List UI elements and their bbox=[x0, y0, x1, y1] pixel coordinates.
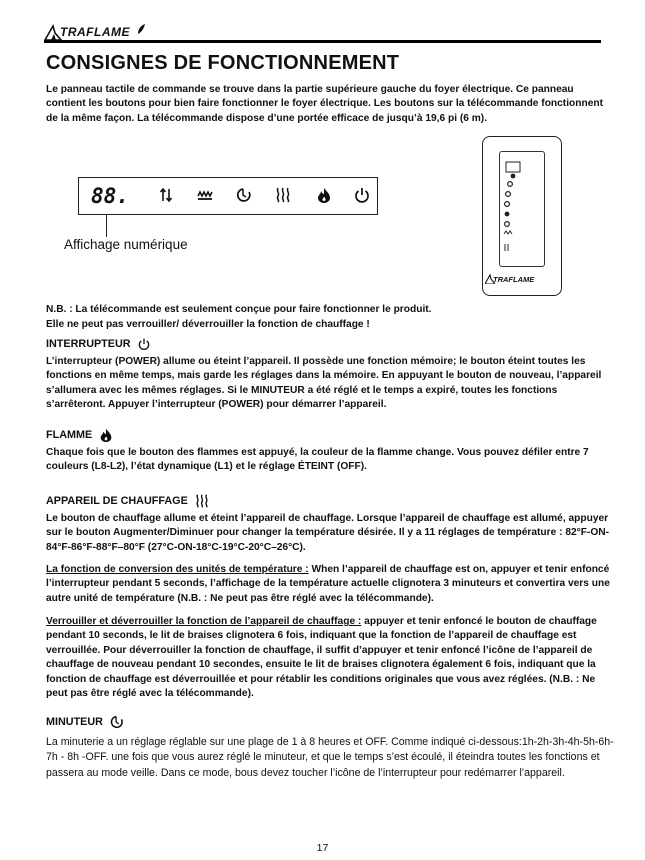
timer-icon bbox=[235, 186, 253, 204]
lock-heading: Verrouiller et déverrouiller la fonction de l’appareil de chauffage : bbox=[46, 616, 362, 627]
conversion-heading: La fonction de conversion des unités de température : bbox=[46, 564, 309, 575]
flame-heading-text: FLAMME bbox=[46, 429, 93, 441]
heater-paragraph: Le bouton de chauffage allume et éteint l’appareil de chauffage. Lorsque l’appareil de chauffage est allumé, appuyer sur le bouton Augmenter/Diminuer pour changer la température désirée. Il y a 11 réglages de température : 82°F-ON-84°F-86°F-88°F–80°F (27°C-ON-18°C-19°C-20°C–26°C). bbox=[46, 513, 610, 553]
timer-paragraph: La minuterie a un réglage réglable sur une plage de 1 à 8 heures et OFF. Comme indiqué ci-dessous:1h-2h-3h-4h-5h-6h-7h - 8h -OFF. une fois que vous aurez réglé le minuteur, et que le temps s’est écoulé, il éteindra toutes les fonctions et passera au mode veille. Dans ce mode, bous devez toucher l’icône de l’interrupteur pour redémarrer l’appareil. bbox=[46, 736, 614, 779]
timer-heading-text: MINUTEUR bbox=[46, 716, 103, 728]
display-callout-line bbox=[106, 215, 107, 237]
remote-brand-text: TRAFLAME bbox=[493, 275, 535, 284]
power-icon bbox=[137, 337, 151, 351]
digital-display: 88. bbox=[91, 184, 129, 208]
intro-paragraph: Le panneau tactile de commande se trouve dans la partie supérieure gauche du foyer électrique. Ce panneau contient les boutons pour bien faire fonctionner le foyer électrique. Les boutons sur la télécommande fonctionnent de la même façon. La télécommande dispose d’une portée efficace de jusqu’à 19,6 pi (6 m). bbox=[46, 84, 603, 124]
lock-paragraph bbox=[46, 615, 614, 701]
control-panel-illustration bbox=[78, 177, 378, 215]
power-icon bbox=[353, 186, 371, 204]
power-heading bbox=[46, 337, 151, 351]
remote-control-illustration bbox=[482, 136, 562, 296]
adjust-icon bbox=[157, 186, 175, 204]
conversion-paragraph bbox=[46, 563, 614, 606]
flame-icon bbox=[98, 427, 114, 443]
heat-waves-icon bbox=[194, 493, 210, 509]
display-label: Affichage numérique bbox=[64, 237, 188, 252]
note-line-1: N.B. : La télécommande est seulement conçue pour faire fonctionner le produit. bbox=[46, 304, 432, 315]
leaf-mark-icon bbox=[136, 23, 146, 35]
flame-heading bbox=[46, 427, 114, 443]
remote-buttons-icon bbox=[500, 152, 546, 268]
note-line-2: Elle ne peut pas verrouiller/ déverrouiller la fonction de chauffage ! bbox=[46, 319, 370, 330]
timer-icon bbox=[109, 714, 125, 730]
heater-heading-text: APPAREIL DE CHAUFFAGE bbox=[46, 495, 188, 507]
conversion-text: When l’appareil de chauffage est on, appuyer et tenir enfoncé l’interrupteur pendant 5 seconds, l’affichage de la température actuelle clignotera 3 minuteurs et convertira vers une autre unité de température (N.B. : Ne peut pas être réglé avec la télécommande). bbox=[46, 564, 610, 604]
heater-heading bbox=[46, 493, 210, 509]
power-paragraph: L’interrupteur (POWER) allume ou éteint l’appareil. Il possède une fonction mémoire; le bouton éteint toutes les fonctions en même temps, mais garde les réglages dans la mémoire. En appuyant le bouton de nouveau, l’appareil s’allumera avec les mêmes réglages. Si le MINUTEUR a été réglé et le temps a expiré, toutes les fonctions s’arrêteront. Appuyer l’interrupteur (POWER) pour démarrer l’appareil. bbox=[46, 356, 602, 411]
brand-logo-text: TRAFLAME bbox=[60, 25, 130, 39]
lock-text: appuyer et tenir enfoncé le bouton de chauffage pendant 10 seconds, le lit de braises clignotera 6 fois, indiquant que la fonction de l’appareil de chauffage est verrouillée. Pour déverrouiller la fonction de chauffage, il suffit d’appuyer et tenir enfoncé l’icône de l’appareil de chauffage de nouveau pendant 10 secondes, ensuite le lit de braises clignotera également 6 fois, indiquant que la fonction de chauffage est déverrouillée et pour rétablir les conditions originales que vous avez réglées. (N.B. : Ne peut pas être réglé avec la télécommande). bbox=[46, 616, 597, 700]
flame-icon bbox=[315, 186, 333, 204]
page-title: CONSIGNES DE FONCTIONNEMENT bbox=[46, 52, 400, 74]
remote-button-panel bbox=[499, 151, 545, 267]
heat-waves-icon bbox=[274, 186, 292, 204]
flame-paragraph: Chaque fois que le bouton des flammes est appuyé, la couleur de la flamme change. Vous pouvez défiler entre 7 couleurs (L8-L2), l’état dynamique (L1) et le réglage ÉTEINT (OFF). bbox=[46, 447, 589, 473]
heater-coil-icon bbox=[196, 186, 214, 204]
power-heading-text: INTERRUPTEUR bbox=[46, 338, 131, 350]
page-number: 17 bbox=[316, 842, 329, 854]
header-rule bbox=[44, 40, 601, 43]
timer-heading bbox=[46, 714, 125, 730]
